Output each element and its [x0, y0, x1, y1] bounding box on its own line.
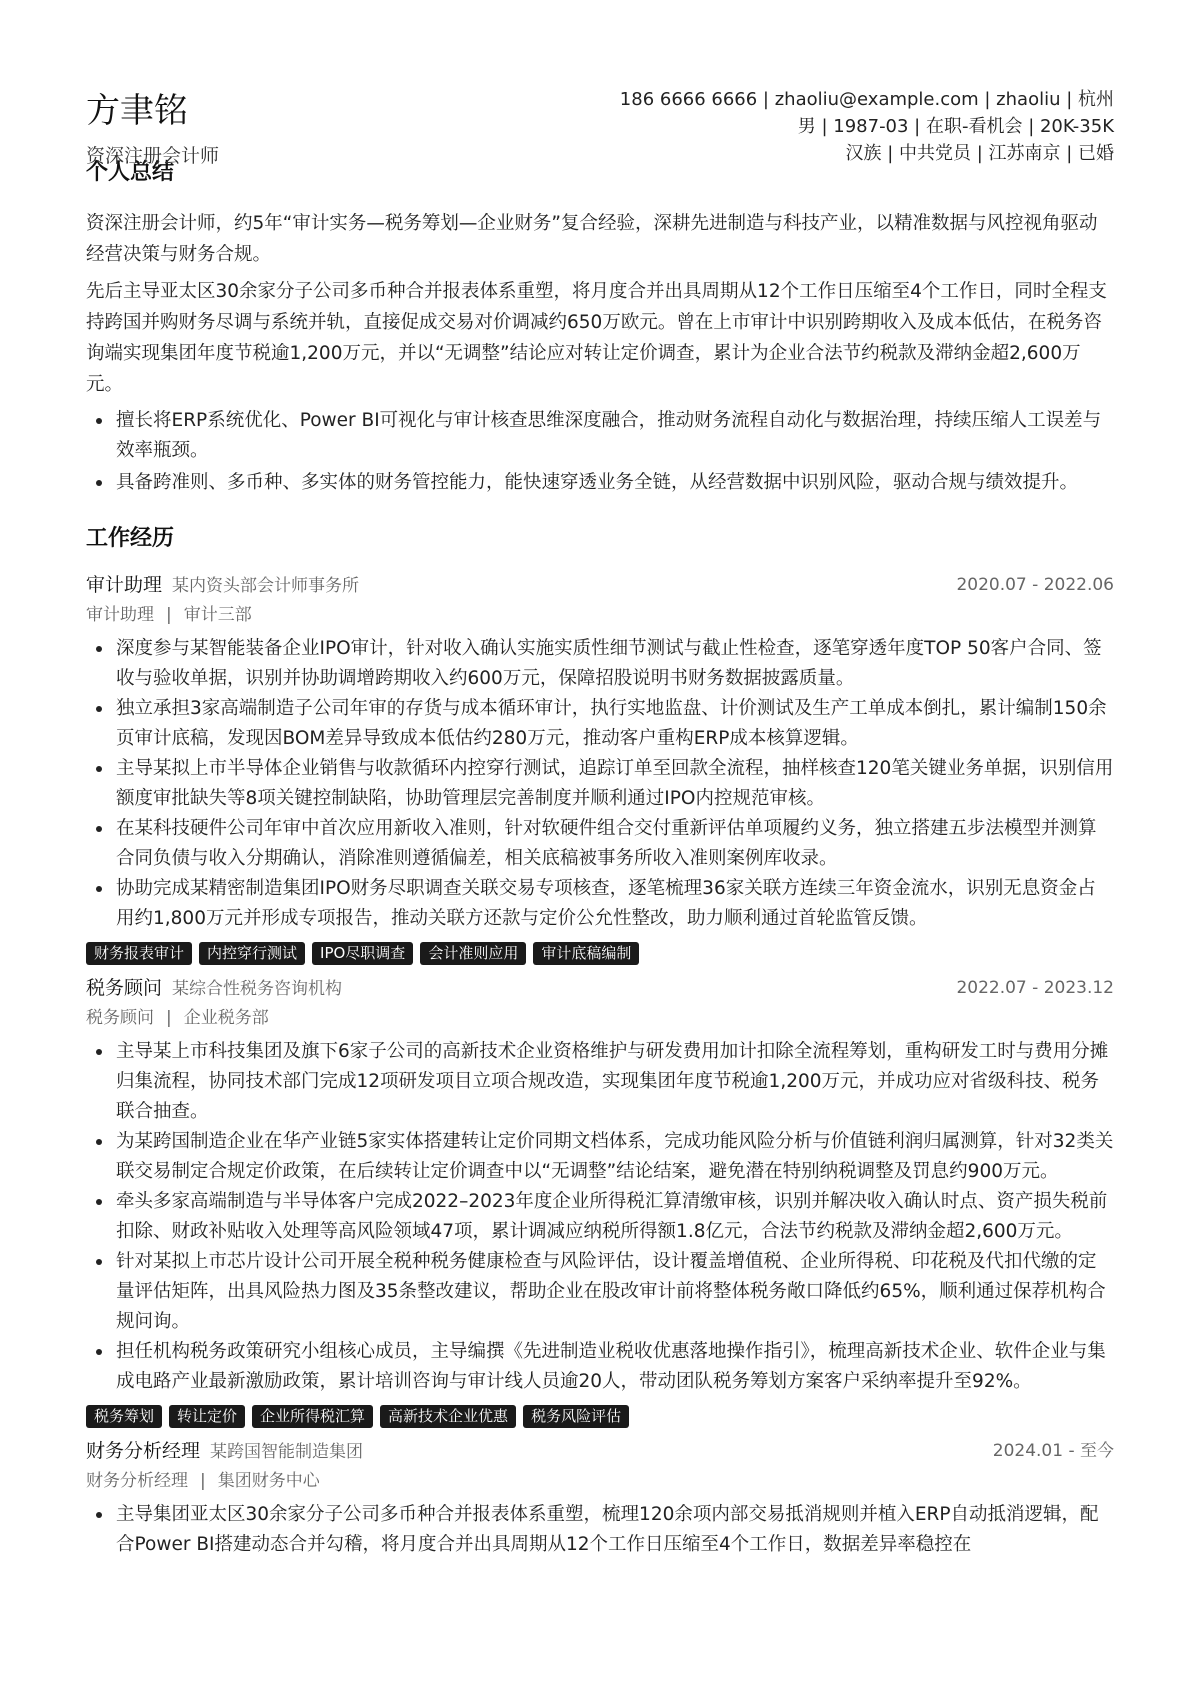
job-bullet-list	[86, 1500, 1114, 1560]
job-bullet: 主导某上市科技集团及旗下6家子公司的高新技术企业资格维护与研发费用加计扣除全流程筹划，重构研发工时与费用分摊归集流程，协同技术部门完成12项研发项目立项合规改造，实现集团年度节税逾1,200万元，并成功应对省级科技、税务联合抽查。	[86, 1037, 1114, 1127]
job-period: 2020.07 - 2022.06	[956, 575, 1114, 595]
contact-line-2: 男 | 1987-03 | 在职-看机会 | 20K-35K	[797, 116, 1114, 137]
skill-tag: IPO尽职调查	[312, 942, 413, 965]
skill-tags	[86, 942, 1114, 965]
job-period: 2024.01 - 至今	[992, 1441, 1114, 1461]
skill-tag: 税务筹划	[86, 1405, 162, 1428]
candidate-name: 方聿铭	[86, 91, 188, 131]
resume-content	[86, 0, 1114, 1560]
job-entry	[86, 1436, 1114, 1560]
contact-info	[620, 86, 1114, 167]
job-department: 企业税务部	[183, 1008, 269, 1028]
job-header	[86, 973, 1114, 1003]
job-company: 某内资头部会计师事务所	[172, 576, 360, 596]
job-bullet: 在某科技硬件公司年审中首次应用新收入准则，针对软硬件组合交付重新评估单项履约义务，独立搭建五步法模型并测算合同负债与收入分期确认，消除准则遵循偏差，相关底稿被事务所收入准则案例库收录。	[86, 814, 1114, 874]
summary-bullet-list	[86, 406, 1114, 498]
job-sub-role: 审计助理	[86, 605, 154, 625]
job-sub-role: 财务分析经理	[86, 1471, 188, 1491]
resume-header	[86, 0, 1114, 178]
skill-tag: 高新技术企业优惠	[380, 1405, 516, 1428]
skill-tag: 会计准则应用	[420, 942, 526, 965]
job-bullet-list	[86, 1037, 1114, 1397]
skill-tag: 内控穿行测试	[199, 942, 305, 965]
experience-heading: 工作经历	[86, 526, 175, 551]
job-bullet: 为某跨国制造企业在华产业链5家实体搭建转让定价同期文档体系，完成功能风险分析与价值链利润归属测算，针对32类关联交易制定合规定价政策，在后续转让定价调查中以“无调整”结论结案，避免潜在特别纳税调整及罚息约900万元。	[86, 1127, 1114, 1187]
skill-tag: 审计底稿编制	[533, 942, 639, 965]
job-subtitle	[86, 1466, 1114, 1496]
job-company: 某跨国智能制造集团	[210, 1442, 364, 1462]
job-bullet: 协助完成某精密制造集团IPO财务尽职调查关联交易专项核查，逐笔梳理36家关联方连续三年资金流水，识别无息资金占用约1,800万元并形成专项报告，推动关联方还款与定价公允性整改，助力顺利通过首轮监管反馈。	[86, 874, 1114, 934]
summary-paragraph: 先后主导亚太区30余家分子公司多币种合并报表体系重塑，将月度合并出具周期从12个工作日压缩至4个工作日，同时全程支持跨国并购财务尽调与系统并轨，直接促成交易对价调减约650万欧元。曾在上市审计中识别跨期收入及成本低估，在税务咨询端实现集团年度节税逾1,200万元，并以“无调整”结论应对转让定价调查，累计为企业合法节约税款及滞纳金超2,600万元。	[86, 281, 1107, 395]
job-subtitle	[86, 1003, 1114, 1033]
summary-bullet: 具备跨准则、多币种、多实体的财务管控能力，能快速穿透业务全链，从经营数据中识别风险，驱动合规与绩效提升。	[86, 468, 1114, 498]
skill-tag: 税务风险评估	[523, 1405, 629, 1428]
job-role: 财务分析经理	[86, 1440, 201, 1462]
contact-line-1: 186 6666 6666 | zhaoliu@example.com | zhaoliu | 杭州	[619, 89, 1114, 110]
job-sub-role: 税务顾问	[86, 1008, 154, 1028]
job-bullet: 深度参与某智能装备企业IPO审计，针对收入确认实施实质性细节测试与截止性检查，逐笔穿透年度TOP 50客户合同、签收与验收单据，识别并协助调增跨期收入约600万元，保障招股说明书财务数据披露质量。	[86, 634, 1114, 694]
job-entry	[86, 570, 1114, 965]
job-sub-separator: |	[166, 605, 172, 625]
skill-tag: 转让定价	[169, 1405, 245, 1428]
job-bullet: 针对某拟上市芯片设计公司开展全税种税务健康检查与风险评估，设计覆盖增值税、企业所得税、印花税及代扣代缴的定量评估矩阵，出具风险热力图及35条整改建议，帮助企业在股改审计前将整体税务敞口降低约65%，顺利通过保荐机构合规问询。	[86, 1247, 1114, 1337]
job-header	[86, 570, 1114, 600]
job-period: 2022.07 - 2023.12	[956, 978, 1114, 998]
skill-tag: 财务报表审计	[86, 942, 192, 965]
job-company: 某综合性税务咨询机构	[172, 979, 343, 999]
job-entry	[86, 973, 1114, 1428]
job-department: 审计三部	[183, 605, 252, 625]
job-bullet: 牵头多家高端制造与半导体客户完成2022–2023年度企业所得税汇算清缴审核，识别并解决收入确认时点、资产损失税前扣除、财政补贴收入处理等高风险领域47项，累计调减应纳税所得额1.8亿元，合法节约税款及滞纳金超2,600万元。	[86, 1187, 1114, 1247]
summary-bullet: 擅长将ERP系统优化、Power BI可视化与审计核查思维深度融合，推动财务流程自动化与数据治理，持续压缩人工误差与效率瓶颈。	[86, 406, 1114, 466]
job-department: 集团财务中心	[217, 1471, 320, 1491]
skill-tags	[86, 1405, 1114, 1428]
job-bullet: 担任机构税务政策研究小组核心成员，主导编撰《先进制造业税收优惠落地操作指引》，梳理高新技术企业、软件企业与集成电路产业最新激励政策，累计培训咨询与审计线人员逾20人，带动团队税务筹划方案客户采纳率提升至92%。	[86, 1337, 1114, 1397]
summary-paragraph: 资深注册会计师，约5年“审计实务—税务筹划—企业财务”复合经验，深耕先进制造与科技产业，以精准数据与风控视角驱动经营决策与财务合规。	[86, 213, 1098, 265]
job-bullet: 主导某拟上市半导体企业销售与收款循环内控穿行测试，追踪订单至回款全流程，抽样核查120笔关键业务单据，识别信用额度审批缺失等8项关键控制缺陷，协助管理层完善制度并顺利通过IPO内控规范审核。	[86, 754, 1114, 814]
job-subtitle	[86, 600, 1114, 630]
job-bullet-list	[86, 634, 1114, 934]
job-role: 税务顾问	[86, 977, 163, 999]
job-header	[86, 1436, 1114, 1466]
candidate-title: 资深注册会计师	[86, 145, 220, 167]
job-sub-separator: |	[200, 1471, 206, 1491]
job-role: 审计助理	[86, 574, 163, 596]
summary-heading: 个人总结	[86, 160, 175, 185]
skill-tag: 企业所得税汇算	[252, 1405, 373, 1428]
job-bullet: 主导集团亚太区30余家分子公司多币种合并报表体系重塑，梳理120余项内部交易抵消规则并植入ERP自动抵消逻辑，配合Power BI搭建动态合并勾稽，将月度合并出具周期从12个工作日压缩至4个工作日，数据差异率稳控在	[86, 1500, 1114, 1560]
job-sub-separator: |	[166, 1008, 172, 1028]
job-bullet: 独立承担3家高端制造子公司年审的存货与成本循环审计，执行实地监盘、计价测试及生产工单成本倒扎，累计编制150余页审计底稿，发现因BOM差异导致成本低估约280万元，推动客户重构ERP成本核算逻辑。	[86, 694, 1114, 754]
contact-line-3: 汉族 | 中共党员 | 江苏南京 | 已婚	[845, 143, 1114, 164]
